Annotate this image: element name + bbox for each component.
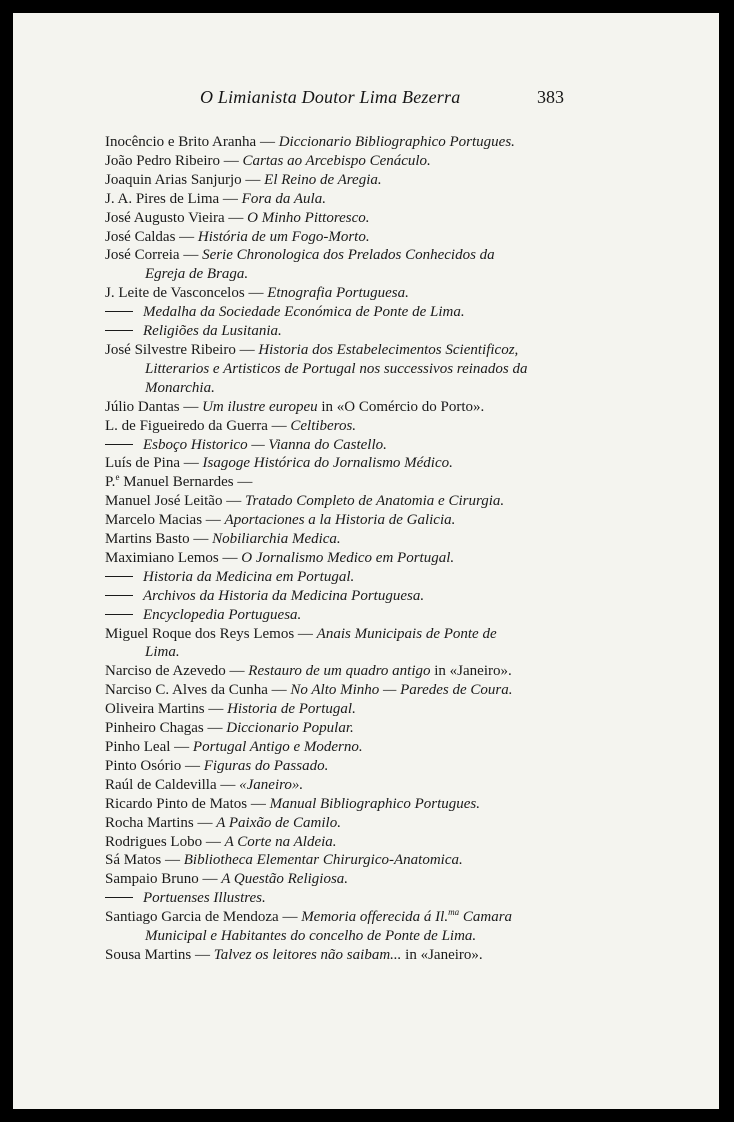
bibliography-entry bbox=[105, 171, 595, 190]
entry-separator: — bbox=[219, 190, 242, 207]
entry-work-title: Anais Municipais de Ponte de bbox=[316, 625, 497, 642]
entry-author: J. Leite de Vasconcelos bbox=[105, 285, 245, 302]
entry-separator: — bbox=[219, 152, 243, 169]
bibliography-entry bbox=[105, 757, 595, 776]
entry-author: José Silvestre Ribeiro bbox=[105, 341, 236, 358]
entry-author: Pinto Osório bbox=[105, 757, 182, 774]
bibliography-entry bbox=[105, 473, 595, 492]
entry-work-title: A Paixão de Camilo. bbox=[216, 814, 341, 831]
bibliography-entry bbox=[105, 870, 595, 889]
entry-work-title: Historia da Medicina em Portugal. bbox=[143, 568, 355, 585]
entry-author: Luís de Pina bbox=[105, 455, 180, 472]
entry-work-title: Nobiliarchia Medica. bbox=[212, 531, 341, 548]
entry-work-title: A Corte na Aldeia. bbox=[224, 833, 337, 850]
entry-work-title: Manual Bibliographico Portugues. bbox=[269, 795, 480, 812]
bibliography-entry bbox=[105, 851, 595, 870]
bibliography-entry bbox=[105, 209, 595, 228]
ditto-dash bbox=[105, 614, 133, 615]
entry-work-title: Bibliotheca Elementar Chirurgico-Anatomica. bbox=[183, 852, 463, 869]
entry-author: Pinho Leal bbox=[105, 739, 171, 755]
entry-author: José Augusto Vieira bbox=[105, 209, 225, 226]
entry-separator: — bbox=[218, 549, 242, 566]
entry-separator: — bbox=[202, 512, 225, 529]
entry-work-title: Serie Chronologica dos Prelados Conhecidos da bbox=[202, 247, 495, 264]
entry-separator: — bbox=[204, 701, 228, 718]
entry-separator: — bbox=[179, 398, 203, 415]
entry-author-prefix: P. bbox=[105, 474, 116, 491]
bibliography-entry bbox=[105, 662, 595, 681]
entry-work-title: Cartas ao Arcebispo Cenáculo. bbox=[242, 152, 431, 169]
entry-work-continuation: Municipal e Habitantes do concelho de Ponte de Lima. bbox=[145, 928, 477, 945]
bibliography-entry bbox=[105, 284, 595, 303]
book-page bbox=[13, 13, 719, 1109]
entry-author-superscript: e bbox=[115, 472, 120, 483]
entry-separator: — bbox=[247, 795, 270, 812]
bibliography-entry bbox=[105, 814, 595, 833]
entry-work-title: Tratado Completo de Anatomia e Cirurgia. bbox=[244, 493, 505, 510]
entry-separator: — bbox=[235, 341, 259, 358]
bibliography-entry bbox=[105, 322, 595, 341]
entry-note: in «Janeiro». bbox=[430, 663, 512, 680]
entry-work-title: O Jornalismo Medico em Portugal. bbox=[241, 549, 455, 566]
entry-separator: — bbox=[278, 909, 302, 926]
bibliography-entry bbox=[105, 549, 595, 568]
entry-work-superscript: ma bbox=[448, 907, 460, 918]
entry-work-title: El Reino de Aregia. bbox=[264, 171, 382, 188]
entry-work-title: O Minho Pittoresco. bbox=[247, 209, 370, 226]
bibliography-entry bbox=[105, 492, 595, 511]
entry-separator: — bbox=[225, 663, 249, 680]
ditto-dash bbox=[105, 311, 133, 312]
entry-author: José Caldas bbox=[105, 228, 176, 245]
entry-separator: — bbox=[294, 625, 317, 642]
ditto-dash bbox=[105, 444, 133, 445]
bibliography-entry bbox=[105, 833, 595, 852]
entry-separator: — bbox=[203, 720, 227, 737]
ditto-dash bbox=[105, 897, 133, 898]
entry-author: Raúl de Caldevilla bbox=[105, 776, 217, 793]
entry-work-title: Celtiberos. bbox=[290, 417, 357, 434]
entry-separator: — bbox=[233, 474, 253, 491]
entry-author: Rodrigues Lobo bbox=[105, 833, 203, 850]
entry-work-title: Talvez os leitores não saibam... bbox=[213, 946, 402, 963]
bibliography-entry bbox=[105, 190, 595, 209]
entry-separator: — bbox=[267, 417, 291, 434]
entry-author: Pinheiro Chagas bbox=[105, 720, 204, 737]
entry-separator: — bbox=[175, 228, 198, 245]
bibliography-entry bbox=[105, 530, 595, 549]
entry-author: João Pedro Ribeiro bbox=[105, 152, 220, 169]
bibliography-entry bbox=[105, 228, 595, 247]
bibliography-entry bbox=[105, 625, 595, 663]
entry-work-title: Esboço Historico — Vianna do Castello. bbox=[143, 436, 387, 453]
entry-author: J. A. Pires de Lima bbox=[105, 190, 220, 207]
entry-separator: — bbox=[241, 171, 265, 188]
entry-separator: — bbox=[244, 285, 268, 302]
entry-separator: — bbox=[224, 209, 248, 226]
entry-work-title: Diccionario Bibliographico Portugues. bbox=[278, 134, 515, 150]
entry-author: L. de Figueiredo da Guerra bbox=[105, 417, 268, 434]
entry-author: Narciso de Azevedo bbox=[105, 663, 226, 680]
entry-author: Marcelo Macias bbox=[105, 512, 203, 529]
bibliography-entry bbox=[105, 606, 595, 625]
bibliography-entry bbox=[105, 946, 595, 965]
entry-work-title: Um ilustre europeu bbox=[202, 398, 318, 415]
entry-separator: — bbox=[256, 134, 279, 150]
entry-author: Maximiano Lemos bbox=[105, 549, 219, 566]
entry-work-title: Historia dos Estabelecimentos Scientificoz, bbox=[258, 341, 519, 358]
bibliography-entry bbox=[105, 719, 595, 738]
entry-author: Narciso C. Alves da Cunha bbox=[105, 682, 268, 699]
entry-work-continuation: Litterarios e Artisticos de Portugal nos successivos reinados da bbox=[145, 360, 528, 377]
entry-work-title: Isagoge Histórica do Jornalismo Médico. bbox=[202, 455, 453, 472]
entry-work-title: Archivos da Historia da Medicina Portuguesa. bbox=[143, 587, 425, 604]
entry-work-continuation: Lima. bbox=[145, 644, 180, 661]
entry-work-title: Medalha da Sociedade Económica de Ponte de Lima. bbox=[143, 304, 465, 321]
entry-author: Miguel Roque dos Reys Lemos bbox=[105, 625, 295, 642]
entry-separator: — bbox=[216, 776, 240, 793]
bibliography-list bbox=[105, 133, 595, 965]
entry-work-title: Religiões da Lusitania. bbox=[143, 323, 282, 340]
bibliography-entry bbox=[105, 776, 595, 795]
entry-author: Ricardo Pinto de Matos bbox=[105, 795, 248, 812]
entry-work-title: Portuenses Illustres. bbox=[143, 890, 266, 907]
entry-work-title: Aportaciones a la Historia de Galicia. bbox=[224, 512, 456, 529]
entry-author: José Correia bbox=[105, 247, 180, 264]
entry-note: in «O Comércio do Porto». bbox=[317, 398, 485, 415]
entry-work-title: Diccionario Popular. bbox=[226, 720, 354, 737]
bibliography-entry bbox=[105, 568, 595, 587]
entry-work-continuation: Egreja de Braga. bbox=[145, 266, 249, 283]
bibliography-entry bbox=[105, 681, 595, 700]
running-title: O Limianista Doutor Lima Bezerra bbox=[200, 87, 461, 107]
ditto-dash bbox=[105, 330, 133, 331]
entry-work-title: «Janeiro». bbox=[239, 776, 304, 793]
bibliography-entry bbox=[105, 417, 595, 436]
entry-work-title-tail: Camara bbox=[459, 909, 513, 926]
bibliography-entry bbox=[105, 341, 595, 398]
entry-author: Santiago Garcia de Mendoza bbox=[105, 909, 279, 926]
entry-author: Manuel José Leitão bbox=[105, 493, 223, 510]
entry-note: in «Janeiro». bbox=[401, 946, 483, 963]
entry-work-title: Memoria offerecida á Il. bbox=[301, 909, 449, 926]
entry-work-title: Figuras do Passado. bbox=[203, 757, 329, 774]
entry-separator: — bbox=[267, 682, 291, 699]
entry-author: Sá Matos bbox=[105, 852, 162, 869]
entry-author: Inocêncio e Brito Aranha bbox=[105, 134, 257, 150]
entry-separator: — bbox=[222, 493, 245, 510]
entry-separator: — bbox=[193, 814, 217, 831]
entry-author: Oliveira Martins bbox=[105, 701, 205, 718]
bibliography-entry bbox=[105, 795, 595, 814]
entry-author: Manuel Bernardes bbox=[119, 474, 234, 491]
entry-work-title: Encyclopedia Portuguesa. bbox=[143, 606, 302, 623]
bibliography-entry bbox=[105, 738, 595, 757]
bibliography-entry bbox=[105, 454, 595, 473]
entry-work-title: Etnografia Portuguesa. bbox=[267, 285, 409, 302]
ditto-dash bbox=[105, 576, 133, 577]
entry-author: Sampaio Bruno bbox=[105, 871, 199, 888]
entry-separator: — bbox=[179, 247, 203, 264]
bibliography-entry bbox=[105, 908, 595, 946]
entry-separator: — bbox=[180, 455, 203, 472]
bibliography-entry bbox=[105, 133, 595, 152]
entry-separator: — bbox=[189, 531, 213, 548]
entry-author: Joaquin Arias Sanjurjo bbox=[105, 171, 242, 188]
entry-author: Júlio Dantas bbox=[105, 398, 180, 415]
entry-work-title: Fora da Aula. bbox=[241, 190, 326, 207]
bibliography-entry bbox=[105, 700, 595, 719]
bibliography-entry bbox=[105, 889, 595, 908]
entry-work-title: A Questão Religiosa. bbox=[221, 871, 349, 888]
entry-work-title: Restauro de um quadro antigo bbox=[248, 663, 431, 680]
page-number: 383 bbox=[537, 87, 564, 107]
bibliography-entry bbox=[105, 398, 595, 417]
bibliography-entry bbox=[105, 587, 595, 606]
bibliography-entry bbox=[105, 246, 595, 284]
entry-author: Martins Basto bbox=[105, 531, 190, 548]
ditto-dash bbox=[105, 595, 133, 596]
entry-separator: — bbox=[170, 739, 193, 755]
bibliography-entry bbox=[105, 436, 595, 455]
entry-work-title: Portugal Antigo e Moderno. bbox=[192, 739, 363, 755]
bibliography-entry bbox=[105, 303, 595, 322]
entry-separator: — bbox=[202, 833, 225, 850]
entry-work-title: No Alto Minho — Paredes de Coura. bbox=[290, 682, 513, 699]
entry-work-title: Historia de Portugal. bbox=[227, 701, 356, 718]
entry-work-title: História de um Fogo-Morto. bbox=[197, 228, 370, 245]
entry-author: Rocha Martins bbox=[105, 814, 194, 831]
bibliography-entry bbox=[105, 511, 595, 530]
bibliography-entry bbox=[105, 152, 595, 171]
entry-separator: — bbox=[161, 852, 184, 869]
entry-separator: — bbox=[191, 946, 214, 963]
entry-work-continuation: Monarchia. bbox=[145, 379, 215, 396]
entry-separator: — bbox=[198, 871, 222, 888]
entry-author: Sousa Martins bbox=[105, 946, 192, 963]
page-header bbox=[13, 87, 719, 115]
entry-separator: — bbox=[181, 757, 204, 774]
